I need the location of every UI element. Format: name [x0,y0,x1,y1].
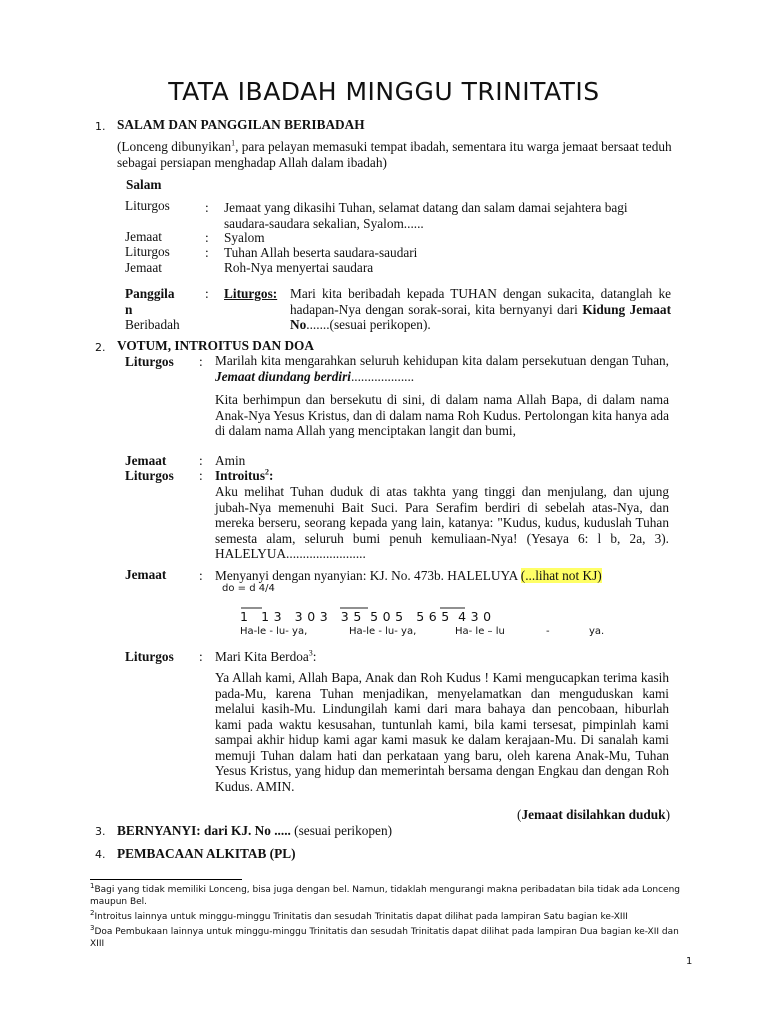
section-heading-salam: SALAM DAN PANGGILAN BERIBADAH [117,117,365,132]
panggilan-label-a: Panggila [125,286,175,301]
section-heading-bernyanyi [117,823,392,839]
colon: : [199,354,203,369]
salam-liturgos-text-2: Tuhan Allah beserta saudara-saudari [224,245,418,260]
footnote-text: Introitus lainnya untuk minggu-minggu Trinitatis dan sesudah Trinitatis dapat dilihat pada lampiran Satu bagian ke-XIII [94,912,628,922]
beribadah-label: Beribadah [125,317,180,332]
footnote-text: Bagi yang tidak memiliki Lonceng, bisa juga dengan bel. Namun, tidaklah mengurangi makna peribadatan bila tidak ada Lonceng maupun Bel. [90,885,681,907]
speaker-jemaat: Jemaat [125,229,162,244]
footnote-ref-3: 3 [308,648,313,658]
footnote-separator [90,879,242,880]
page-number: 1 [686,956,693,967]
nyanyian-text [215,568,602,584]
introitus-label [215,468,273,484]
salam-title: Salam [126,177,162,192]
colon: : [199,568,203,583]
colon: : [205,286,209,301]
duduk-open: ( [517,807,522,822]
speaker-liturgos: Liturgos [125,244,170,259]
votum-paragraph-2: Kita berhimpun dan bersekutu di sini, di dalam nama Allah Bapa, di dalam nama Anak-Nya Yesus Kristus, dan di dalam nama Roh Kudus. Pertolongan kita hanya ada di dalam nama Allah yang menciptakan langit dan bumi, [215,392,669,438]
lyrics-segment: - [546,626,550,637]
bernyanyi-bold: BERNYANYI: dari KJ. No ..... [117,823,291,838]
section-number-3: 3. [95,825,106,838]
footnote-3 [90,926,690,950]
jemaat-duduk [517,807,670,823]
jemaat-berdiri: Jemaat diundang berdiri [215,368,351,384]
doa-colon: : [312,649,317,664]
doa-text: Ya Allah kami, Allah Bapa, Anak dan Roh Kudus ! Kami mengucapkan terima kasih pada-Mu, karena Tuhan menjadikan, menyelamatkan dan menguduskan kami melalui kasih-Mu. Lindungilah kami dari mara bahaya dan pencobaan, hiburlah kami pada waktu kesusahan, tuntunlah kami, bila kami tersesat, pimpinlah kami sampai akhir hidup kami agar kami masuk ke dalam kerajaan-Mu. Di sanalah kami memuji Tuhan dalam hati dan perkataan yang baru, oleh karena Anak-Mu, Tuhan Yesus Kristus, yang hidup dan memerintah bersama dengan Engkau dan dengan Roh Kudus. AMIN. [215,670,669,794]
lyrics-segment: Ha-le - lu- ya, [240,626,308,637]
lyrics-segment: ya. [589,626,605,637]
panggilan-bold: Kidung Jemaat No [290,301,672,332]
panggilan-text [290,286,671,333]
salam-liturgos-text: Jemaat yang dikasihi Tuhan, selamat datang dan salam damai sejahtera bagi saudara-saudara sekalian, Syalom...... [224,200,628,231]
footnote-sup: 3 [90,924,95,932]
colon: : [205,245,209,260]
footnote-text: Doa Pembukaan lainnya untuk minggu-minggu Trinitatis dan sesudah Trinitatis dapat dilihat pada lampiran Dua bagian ke-XII dan XIII [90,927,679,949]
colon: : [199,468,203,483]
duduk-close: ) [665,807,670,822]
section-heading-pembacaan: PEMBACAAN ALKITAB (PL) [117,846,296,861]
panggilan-text-a: Mari kita beribadah kepada TUHAN dengan sukacita, datanglah ke hadapan-Nya dengan sorak-sorai, kita bernyanyi dari [290,286,671,317]
colon: : [205,200,209,215]
amin-text: Amin [215,453,246,468]
panggilan-speaker: Liturgos: [224,286,278,301]
doa-label [215,649,317,665]
speaker-liturgos: Liturgos [125,198,170,213]
music-notes: 1 1 3 3 0 3 3 5 5 0 5 5 6 5 4 3 0 [240,609,492,624]
footnote-sup: 1 [90,882,95,890]
lyrics-segment: Ha- le – lu [455,626,505,637]
speaker-jemaat: Jemaat [125,453,167,468]
speaker-liturgos: Liturgos [125,468,174,483]
salam-jemaat-text: Syalom [224,230,265,245]
doa-label-text: Mari Kita Berdoa [215,649,309,664]
footnote-ref-2: 2 [265,467,269,477]
section-number-1: 1. [95,120,106,133]
colon: : [205,230,209,245]
section-number-4: 4. [95,848,106,861]
footnote-2 [90,911,680,923]
votum-text-a: Marilah kita mengarahkan seluruh kehidupan kita dalam persekutuan dengan Tuhan, [215,353,669,368]
bernyanyi-tail: (sesuai perikopen) [290,823,393,838]
lyrics-segment: Ha-le - lu- ya, [349,626,417,637]
lonceng-text-a: (Lonceng dibunyikan [117,139,232,154]
notes-overlines [240,604,500,612]
speaker-jemaat: Jemaat [125,260,162,275]
votum-tail: ................... [350,368,415,384]
speaker-liturgos: Liturgos [125,354,174,369]
speaker-liturgos: Liturgos [125,649,174,664]
lonceng-text-b: , para pelayan memasuki tempat ibadah, sementara itu warga jemaat bersaat teduh sebagai persiapan menghadap Allah dalam ibadah) [117,139,672,170]
page-title: TATA IBADAH MINGGU TRINITATIS [168,77,600,106]
introitus-text: Aku melihat Tuhan duduk di atas takhta yang tinggi dan menjulang, dan ujung jubah-Nya memenuhi Bait Suci. Para Serafim berdiri di sebelah atas-Nya, dan mereka berseru, seorang kepada yang lain, katanya: "Kudus, kudus, kuduslah Tuhan semesta alam, seluruh bumi penuh kemuliaan-Nya! (Yesaya 6: l b, 2a, 3). HALELYUA........................ [215,484,669,561]
salam-jemaat-text-2: Roh-Nya menyertai saudara [224,260,374,275]
speaker-jemaat: Jemaat [125,567,167,582]
colon: : [199,649,203,664]
footnote-1 [90,884,680,908]
section-heading-votum: VOTUM, INTROITUS DAN DOA [117,338,314,353]
section-number-2: 2. [95,341,106,354]
panggilan-label-b: n [125,302,133,317]
nyanyian-label: Menyanyi dengan nyanyian: KJ. No. 473b. HALELUYA [215,568,521,583]
lihat-not-highlight: (...lihat not KJ) [520,568,602,583]
duduk-bold: Jemaat disilahkan duduk [521,807,666,822]
colon: : [199,453,203,468]
votum-text [215,353,669,384]
introitus-label-text: Introitus [215,468,265,483]
introitus-colon: : [269,468,274,483]
panggilan-text-b: .......(sesuai perikopen). [306,317,431,332]
lonceng-instruction [117,139,672,170]
music-key: do = d 4/4 [222,583,275,594]
footnote-ref-1: 1 [231,138,236,148]
footnote-sup: 2 [90,909,95,917]
